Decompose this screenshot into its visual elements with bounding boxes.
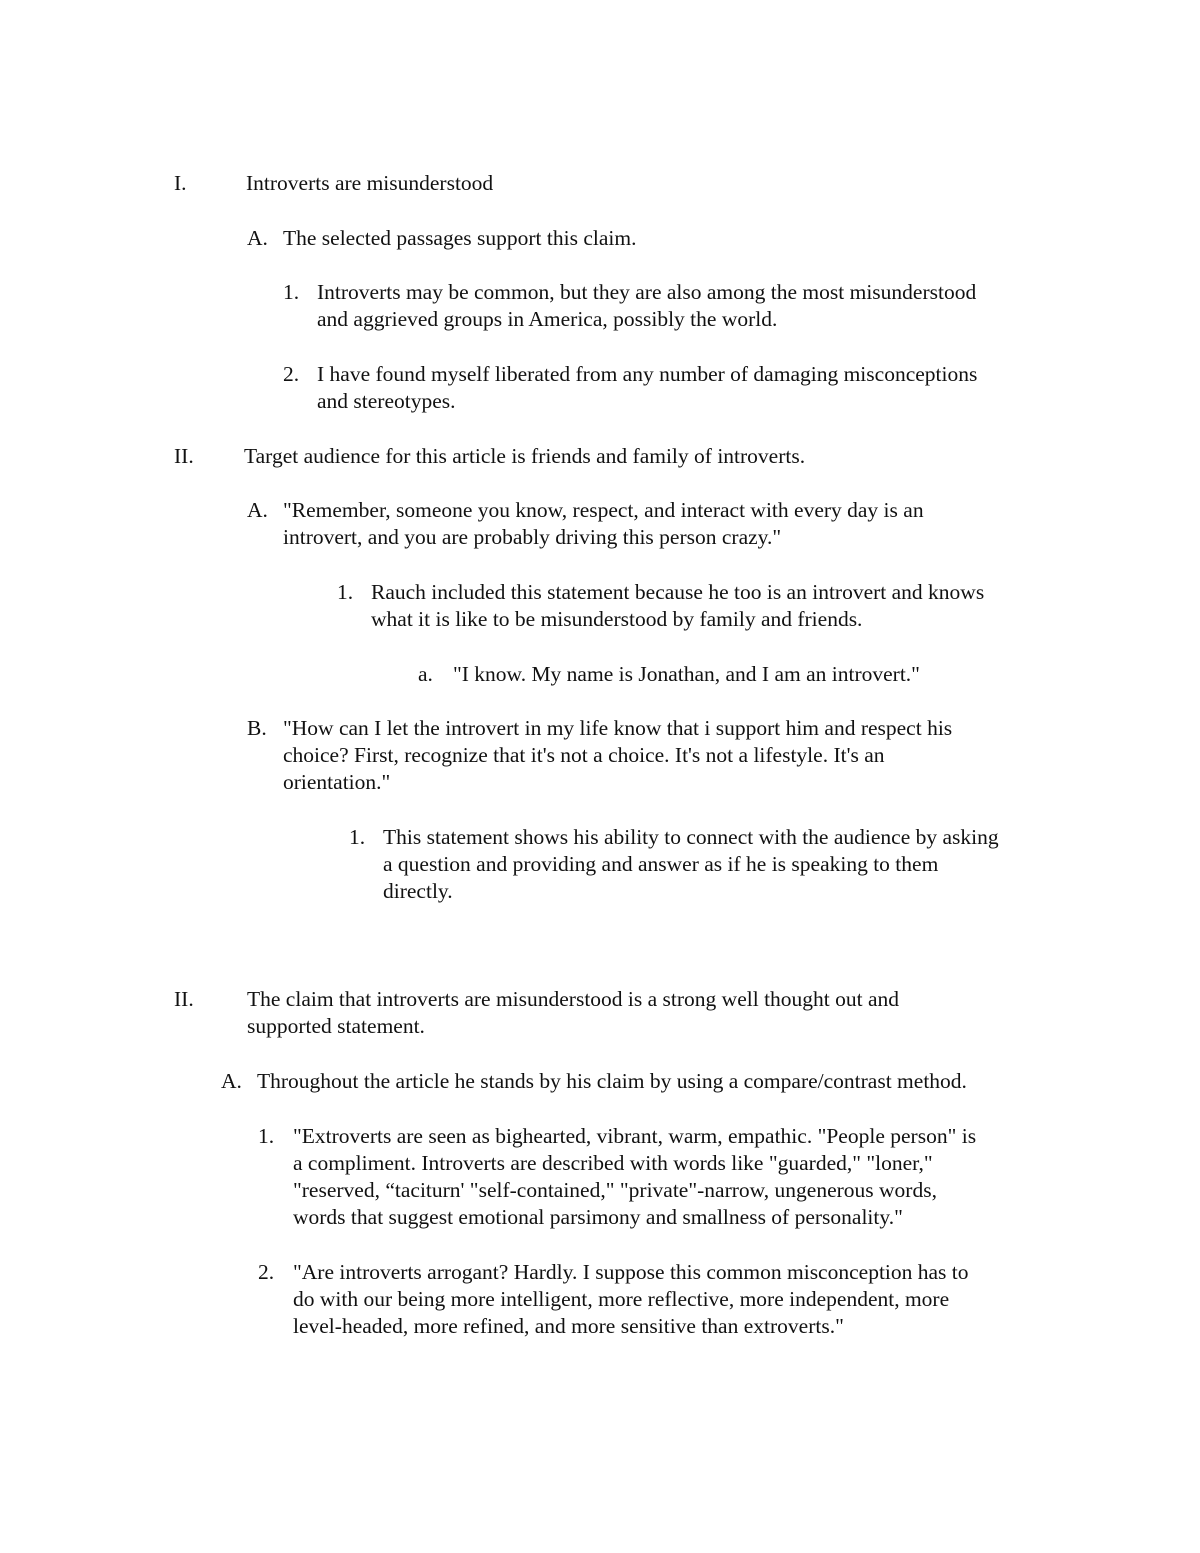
outline-marker: A. (247, 498, 268, 522)
text-line: words that suggest emotional parsimony and smallness of personality." (293, 1205, 903, 1229)
outline-marker: II. (174, 444, 194, 468)
text-line: directly. (383, 879, 453, 903)
text-line: "I know. My name is Jonathan, and I am an introvert." (453, 662, 920, 686)
text-line: a question and providing and answer as if he is speaking to them (383, 852, 939, 876)
text-line: This statement shows his ability to connect with the audience by asking (383, 825, 999, 849)
text-line: The claim that introverts are misunderstood is a strong well thought out and (247, 987, 900, 1011)
outline-text (283, 497, 924, 551)
text-line: Introverts may be common, but they are also among the most misunderstood (317, 280, 977, 304)
outline-text (317, 361, 977, 415)
outline-marker: I. (174, 171, 187, 195)
text-line: supported statement. (247, 1014, 425, 1038)
outline-marker: A. (221, 1069, 242, 1093)
outline-marker: 2. (258, 1260, 275, 1284)
outline-marker: A. (247, 226, 268, 250)
text-line: The selected passages support this claim. (283, 226, 637, 250)
outline-marker: 1. (337, 580, 354, 604)
outline-text (453, 661, 920, 688)
outline-text (371, 579, 984, 633)
text-line: orientation." (283, 770, 391, 794)
outline-text (283, 225, 636, 252)
outline-text (293, 1259, 969, 1340)
outline-marker: a. (418, 662, 433, 686)
text-line: a compliment. Introverts are described with words like "guarded," "loner," (293, 1151, 933, 1175)
text-line: and stereotypes. (317, 389, 456, 413)
outline-marker: II. (174, 987, 194, 1011)
text-line: choice? First, recognize that it's not a choice. It's not a lifestyle. It's an (283, 743, 885, 767)
text-line: Throughout the article he stands by his claim by using a compare/contrast method. (257, 1069, 967, 1093)
text-line: "How can I let the introvert in my life know that i support him and respect his (283, 716, 953, 740)
outline-marker: 2. (283, 362, 300, 386)
text-line: I have found myself liberated from any number of damaging misconceptions (317, 362, 978, 386)
text-line: Target audience for this article is friends and family of introverts. (244, 444, 806, 468)
outline-text (244, 443, 805, 470)
outline-text (246, 170, 493, 197)
outline-text (257, 1068, 967, 1095)
outline-marker: 1. (349, 825, 366, 849)
text-line: what it is like to be misunderstood by family and friends. (371, 607, 863, 631)
text-line: do with our being more intelligent, more reflective, more independent, more (293, 1287, 950, 1311)
text-line: Introverts are misunderstood (246, 171, 494, 195)
outline-marker: 1. (258, 1124, 275, 1148)
text-line: introvert, and you are probably driving this person crazy." (283, 525, 782, 549)
text-line: "Extroverts are seen as bighearted, vibrant, warm, empathic. "People person" is (293, 1124, 977, 1148)
text-line: "Remember, someone you know, respect, and interact with every day is an (283, 498, 924, 522)
text-line: Rauch included this statement because he too is an introvert and knows (371, 580, 985, 604)
outline-text (247, 986, 899, 1040)
outline-text (293, 1123, 976, 1231)
outline-text (283, 715, 952, 796)
text-line: "reserved, “taciturn' "self-contained," "private"-narrow, ungenerous words, (293, 1178, 937, 1202)
text-line: level-headed, more refined, and more sensitive than extroverts." (293, 1314, 844, 1338)
outline-text (383, 824, 999, 905)
outline-marker: 1. (283, 280, 300, 304)
outline-text (317, 279, 976, 333)
text-line: and aggrieved groups in America, possibly the world. (317, 307, 778, 331)
outline-marker: B. (247, 716, 267, 740)
text-line: "Are introverts arrogant? Hardly. I suppose this common misconception has to (293, 1260, 969, 1284)
